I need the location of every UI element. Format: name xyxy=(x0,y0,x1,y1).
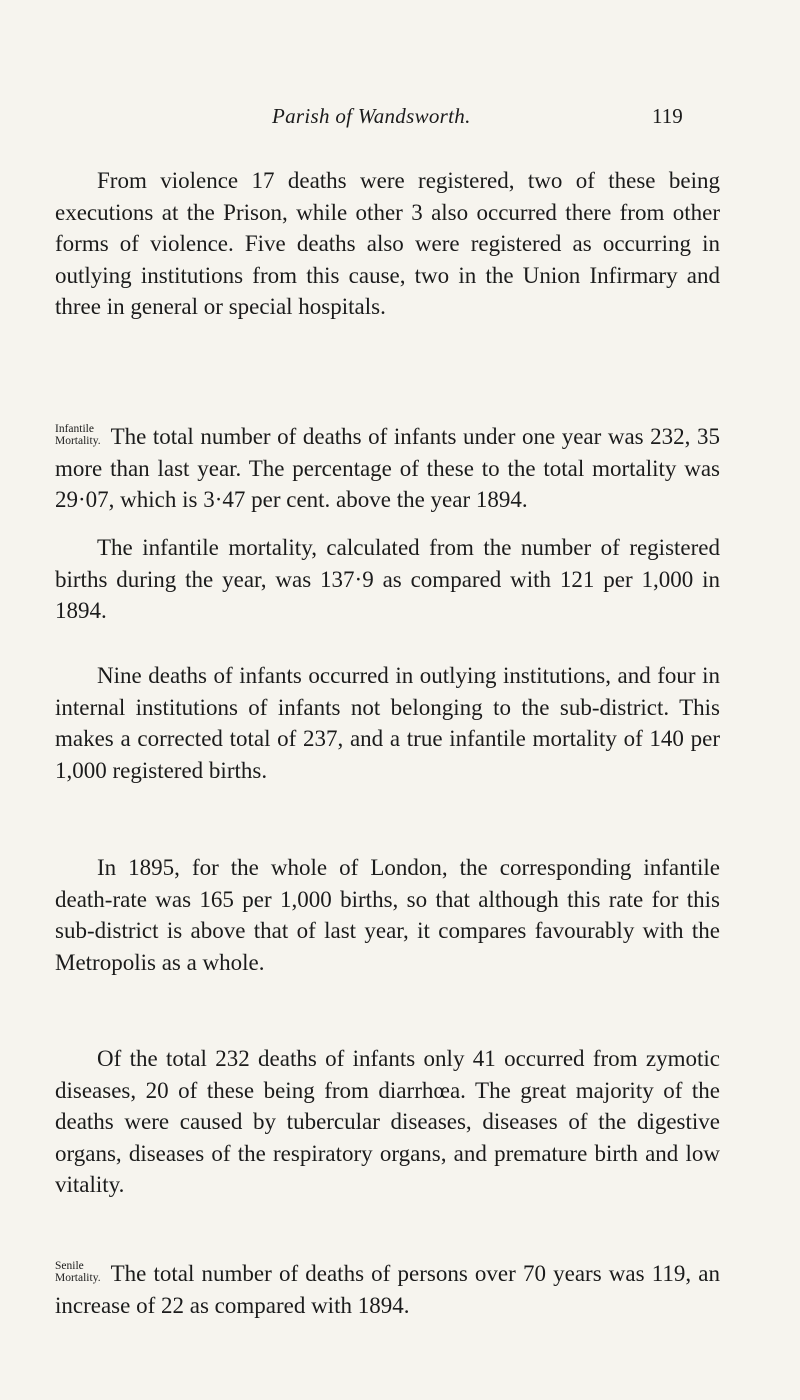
sidenote-line: Mortality. xyxy=(55,1272,101,1284)
paragraph-senile-text: The total number of deaths of persons over 70 years was 119, an increase of 22 as compared with 1894. xyxy=(55,1261,720,1318)
paragraph-infantile-rate-text: The infantile mortality, calculated from the number of registered births during the year, was 137·9 as compared with 121 per 1,000 in 1894. xyxy=(55,535,720,623)
running-title: Parish of Wandsworth. xyxy=(272,104,471,128)
paragraph-violence xyxy=(55,165,720,323)
paragraph-zymotic xyxy=(55,1043,720,1201)
paragraph-infant-total xyxy=(55,421,720,516)
page-number: 119 xyxy=(652,104,683,128)
sidenote-infantile-mortality xyxy=(55,423,101,447)
page-header xyxy=(0,104,800,144)
paragraph-senile xyxy=(55,1258,720,1321)
sidenote-line: Mortality. xyxy=(55,435,101,447)
paragraph-london xyxy=(55,852,720,978)
paragraph-infantile-rate xyxy=(55,532,720,627)
paragraph-violence-text: From violence 17 deaths were registered, two of these being executions at the Prison, while other 3 also occurred there from other forms of violence. Five deaths also were registered as occurring in outlying institutions from this cause, two in the Union Infirmary and three in general or special hospitals. xyxy=(55,168,720,319)
paragraph-infant-total-text: The total number of deaths of infants under one year was 232, 35 more than last year. The percentage of these to the total mortality was 29·07, which is 3·47 per cent. above the year 1894. xyxy=(55,424,720,512)
paragraph-zymotic-text: Of the total 232 deaths of infants only 41 occurred from zymotic diseases, 20 of these being from diarrhœa. The great majority of the deaths were caused by tubercular diseases, diseases of the digestive organs, diseases of the respiratory organs, and premature birth and low vitality. xyxy=(55,1046,720,1197)
sidenote-senile-mortality xyxy=(55,1260,101,1284)
paragraph-outlying xyxy=(55,660,720,786)
sidenote-line: Infantile xyxy=(55,423,94,435)
paragraph-london-text: In 1895, for the whole of London, the corresponding infantile death-rate was 165 per 1,000 births, so that although this rate for this sub-district is above that of last year, it compares favourably with the Metropolis as a whole. xyxy=(55,855,720,975)
sidenote-line: Senile xyxy=(55,1260,84,1272)
paragraph-outlying-text: Nine deaths of infants occurred in outlying institutions, and four in internal institutions of infants not belonging to the sub-district. This makes a corrected total of 237, and a true infantile mortality of 140 per 1,000 registered births. xyxy=(55,663,720,783)
